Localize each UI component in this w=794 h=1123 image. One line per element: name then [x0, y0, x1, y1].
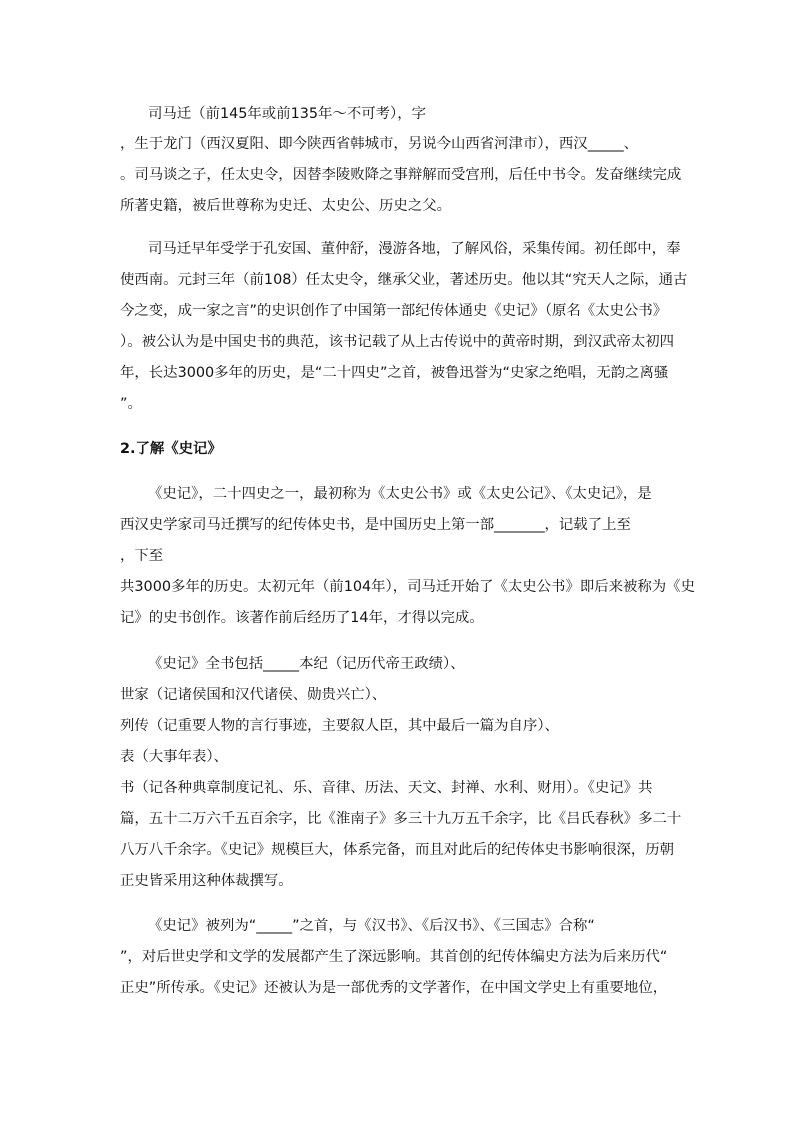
career-para-line: 司马迁早年受学于孔安国、董仲舒，漫游各地，了解风俗，采集传闻。初任郎中，奉: [148, 241, 681, 257]
career-para-line: 使西南。元封三年（前108）任太史令，继承父业，著述历史。他以其“究天人之际，通古: [120, 272, 688, 288]
shiji-intro-line: ，下至: [120, 548, 164, 564]
shiji-structure-line: 列传（记重要人物的言行事迹，主要叙人臣，其中最后一篇为自序）、: [120, 718, 559, 734]
bio-para-line: ，生于龙门（西汉夏阳、即今陕西省韩城市，另说今山西省河津市），西汉_____、: [120, 136, 639, 152]
shiji-structure-line: 篇，五十二万六千五百余字，比《淮南子》多三十九万五千余字，比《吕氏春秋》多二十: [120, 811, 682, 827]
shiji-structure-line: 世家（记诸侯国和汉代诸侯、勋贵兴亡）、: [120, 687, 387, 703]
shiji-structure-line: 正史皆采用这种体裁撰写。: [120, 873, 293, 889]
career-para-line: ”。: [120, 396, 142, 412]
career-para-line: ）。被公认为是中国史书的典范，该书记载了从上古传说中的黄帝时期，到汉武帝太初四: [120, 334, 675, 350]
career-para-line: 今之变，成一家之言”的史识创作了中国第一部纪传体通史《史记》（原名《太史公书》: [120, 303, 668, 319]
shiji-structure-line: 八万八千余字。《史记》规模巨大，体系完备，而且对此后的纪传体史书影响很深，历朝: [120, 842, 675, 858]
shiji-intro-line: 《史记》，二十四史之一，最初称为《太史公书》或《太史公记》、《太史记》，是: [148, 486, 652, 502]
bio-para-line: 所著史籍，被后世尊称为史迁、太史公、历史之父。: [120, 198, 451, 214]
shiji-influence-line: 正史”所传承。《史记》还被认为是一部优秀的文学著作，在中国文学史上有重要地位，: [120, 980, 668, 996]
shiji-intro-line: 记》的史书创作。该著作前后经历了14年，才得以完成。: [120, 610, 484, 626]
shiji-intro-line: 西汉史学家司马迁撰写的纪传体史书，是中国历史上第一部_______，记载了上至: [120, 517, 631, 533]
career-para-line: 年，长达3000多年的历史，是“二十四史”之首，被鲁迅誉为“史家之绝唱，无韵之离骚: [120, 365, 669, 381]
bio-para-line: 。司马谈之子，任太史令，因替李陵败降之事辩解而受宫刑，后任中书令。发奋继续完成: [120, 167, 682, 183]
shiji-structure-line: 表（大事年表）、: [120, 749, 228, 765]
bio-para-line: 司马迁（前145年或前135年～不可考），字: [148, 106, 426, 122]
shiji-structure-line: 书（记各种典章制度记礼、乐、音律、历法、天文、封禅、水利、财用）。《史记》共: [120, 780, 653, 796]
section-heading: 2.了解《史记》: [120, 441, 222, 457]
shiji-intro-line: 共3000多年的历史。太初元年（前104年），司马迁开始了《太史公书》即后来被称为《史: [120, 579, 695, 595]
shiji-influence-line: ”，对后世史学和文学的发展都产生了深远影响。其首创的纪传体编史方法为后来历代“: [120, 949, 668, 965]
shiji-influence-line: 《史记》被列为“_____”之首，与《汉书》、《后汉书》、《三国志》合称“: [148, 918, 595, 934]
shiji-structure-line: 《史记》全书包括_____本纪（记历代帝王政绩）、: [148, 656, 465, 672]
